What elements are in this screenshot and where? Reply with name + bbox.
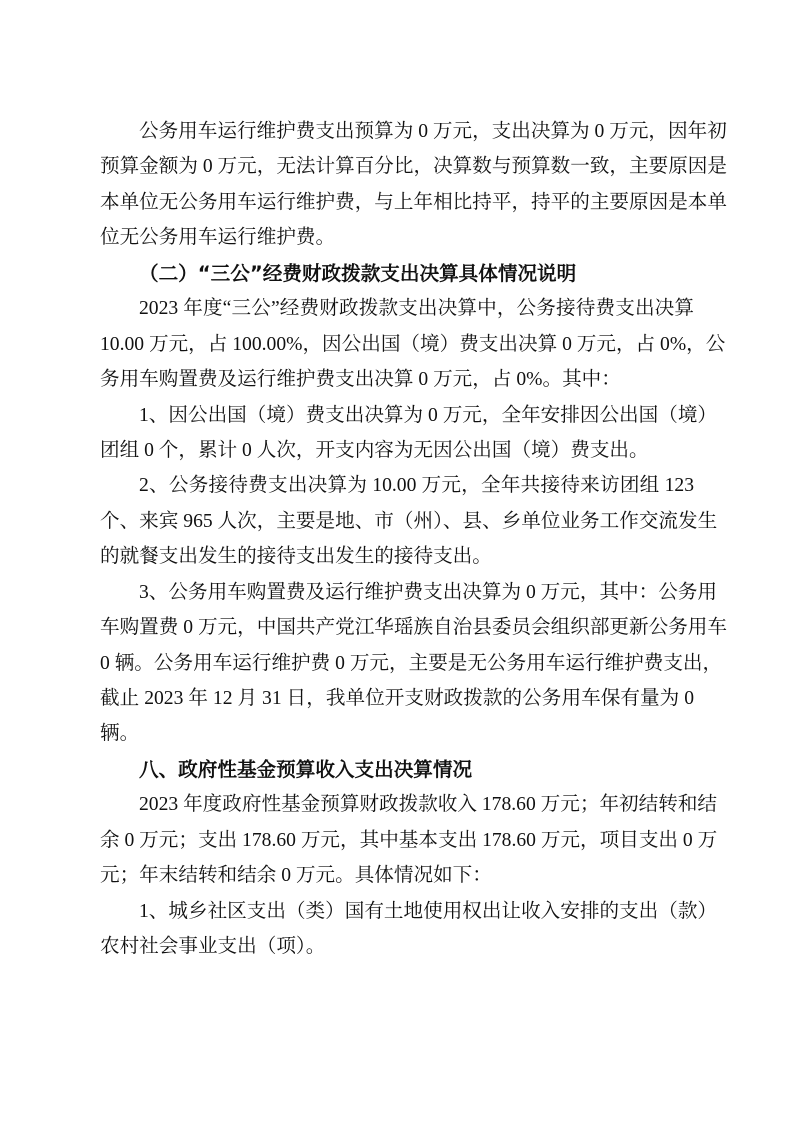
paragraph-line: 余 0 万元；支出 178.60 万元，其中基本支出 178.60 万元，项目支出 0 万 <box>100 829 718 851</box>
paragraph-line: 的就餐支出发生的接待支出发生的接待支出。 <box>100 546 492 568</box>
paragraph-line: 2023 年度“三公”经费财政拨款支出决算中，公务接待费支出决算 <box>139 298 694 320</box>
paragraph-line: 预算金额为 0 万元，无法计算百分比，决算数与预算数一致，主要原因是 <box>100 156 727 178</box>
paragraph-line: 3、公务用车购置费及运行维护费支出决算为 0 万元，其中：公务用 <box>139 581 718 603</box>
section-heading: （二）“三公”经费财政拨款支出决算具体情况说明 <box>139 261 577 285</box>
paragraph-line: 位无公务用车运行维护费。 <box>100 227 336 249</box>
paragraph-line: 1、因公出国（境）费支出决算为 0 万元，全年安排因公出国（境） <box>139 404 718 426</box>
paragraph-line: 务用车购置费及运行维护费支出决算 0 万元，占 0%。其中： <box>100 369 621 391</box>
paragraph-line: 2023 年度政府性基金预算财政拨款收入 178.60 万元；年初结转和结 <box>139 794 718 816</box>
paragraph-line: 10.00 万元，占 100.00%，因公出国（境）费支出决算 0 万元，占 0%，公 <box>100 333 726 355</box>
paragraph-line: 公务用车运行维护费支出预算为 0 万元，支出决算为 0 万元，因年初 <box>139 121 727 142</box>
paragraph-line: 本单位无公务用车运行维护费，与上年相比持平，持平的主要原因是本单 <box>100 191 727 213</box>
paragraph-line: 0 辆。公务用车运行维护费 0 万元，主要是无公务用车运行维护费支出， <box>100 652 723 674</box>
document-page <box>100 114 727 965</box>
paragraph-line: 团组 0 个，累计 0 人次，开支内容为无因公出国（境）费支出。 <box>100 439 649 461</box>
paragraph-line: 截止 2023 年 12 月 31 日，我单位开支财政拨款的公务用车保有量为 0 <box>100 688 694 709</box>
paragraph-line: 车购置费 0 万元，中国共产党江华瑶族自治县委员会组织部更新公务用车 <box>100 617 727 639</box>
paragraph-line: 2、公务接待费支出决算为 10.00 万元，全年共接待来访团组 123 <box>139 475 694 497</box>
paragraph-line: 辆。 <box>100 723 140 745</box>
paragraph-line: 1、城乡社区支出（类）国有土地使用权出让收入安排的支出（款） <box>139 900 718 922</box>
paragraph-line: 农村社会事业支出（项）。 <box>100 936 326 958</box>
paragraph-line: 个、来宾 965 人次，主要是地、市（州）、县、乡单位业务工作交流发生 <box>100 510 718 532</box>
section-heading: 八、政府性基金预算收入支出决算情况 <box>139 757 473 781</box>
paragraph-line: 元；年末结转和结余 0 万元。具体情况如下： <box>100 865 492 887</box>
